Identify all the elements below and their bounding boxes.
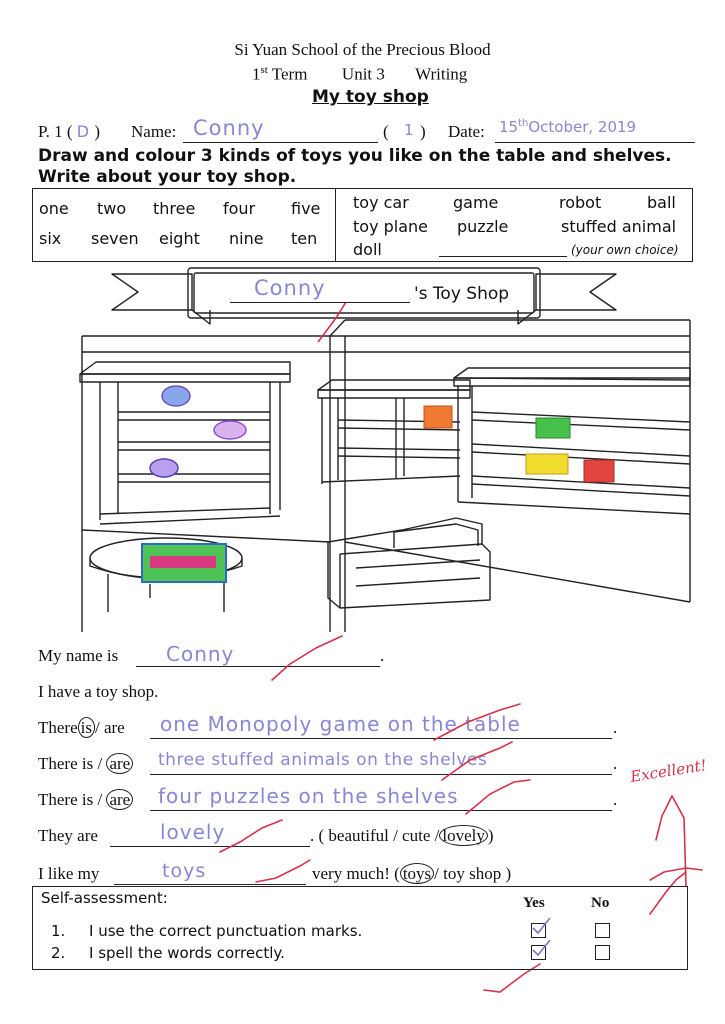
- word-five: five: [291, 199, 321, 218]
- word-ball: ball: [647, 193, 676, 212]
- class-value: D: [76, 122, 91, 141]
- self-assessment-box: [32, 886, 688, 970]
- word-bank-box: [32, 188, 693, 262]
- sentence-4-circled-are: are: [106, 753, 133, 774]
- banner-suffix: 's Toy Shop: [414, 284, 510, 304]
- puzzle-yellow: [526, 454, 568, 474]
- sentence-5-prefix: There is / are: [38, 790, 133, 810]
- item-2-yes-checkbox[interactable]: [531, 945, 546, 960]
- word-six: six: [39, 229, 62, 248]
- yes-header: Yes: [523, 895, 545, 911]
- teacher-comment: Excellent!: [629, 756, 708, 786]
- sentence-6-circled-lovely: lovely: [439, 825, 488, 846]
- item-1-number: 1.: [51, 922, 66, 940]
- own-choice-blank[interactable]: [439, 256, 567, 257]
- check-mark-5: [466, 780, 530, 814]
- grade-a-bar: [650, 868, 702, 880]
- word-puzzle: puzzle: [457, 217, 509, 236]
- word-stuffed-animal: stuffed animal: [561, 217, 677, 236]
- sentence-1-period: .: [380, 646, 385, 665]
- date-field[interactable]: [495, 118, 695, 143]
- sentence-7-answer: toys: [162, 860, 207, 882]
- word-one: one: [39, 199, 69, 218]
- sentence-3-circled-is: is: [78, 717, 95, 738]
- sentence-1-answer: Conny: [166, 642, 235, 666]
- check-mark-6: [220, 820, 282, 852]
- subject-label: Writing: [415, 64, 468, 84]
- puzzle-orange: [424, 406, 452, 428]
- item-1-yes-checkbox[interactable]: [531, 923, 546, 938]
- number-close: ): [420, 122, 426, 141]
- date-value: 15thOctober, 2019: [499, 118, 637, 136]
- item-2-number: 2.: [51, 944, 66, 962]
- sentence-6-options: . ( beautiful / cute / lovely ): [310, 826, 494, 845]
- word-ten: ten: [291, 229, 318, 248]
- word-three: three: [153, 199, 196, 218]
- grade-a: [656, 796, 686, 886]
- instruction-line-1: Draw and colour 3 kinds of toys you like on the table and shelves.: [38, 146, 672, 166]
- info-line: [38, 122, 100, 142]
- stuffed-animal-violet: [214, 421, 246, 439]
- class-close: ): [94, 122, 100, 141]
- class-label: P. 1 (: [38, 122, 73, 141]
- sentence-4-answer: three stuffed animals on the shelves: [158, 750, 488, 770]
- sentence-4-period: .: [613, 754, 618, 773]
- self-assessment-title: Self-assessment:: [41, 889, 168, 907]
- instruction-line-2: Write about your toy shop.: [38, 167, 297, 187]
- banner-left-ribbon: [112, 274, 192, 310]
- term-word: Term: [267, 64, 308, 84]
- date-label: Date:: [448, 122, 485, 141]
- page-title: My toy shop: [312, 87, 429, 107]
- instructions: [38, 146, 672, 188]
- name-label: Name:: [131, 122, 177, 141]
- sentence-1-prefix: My name is: [38, 646, 119, 665]
- word-seven: seven: [91, 229, 139, 248]
- number-open: (: [383, 122, 389, 141]
- word-toy-car: toy car: [353, 193, 409, 212]
- term-number: 1: [252, 64, 261, 84]
- check-mark-7: [256, 860, 310, 882]
- stuffed-animal-blue: [162, 386, 190, 406]
- sentence-5-circled-are: are: [106, 789, 133, 810]
- check-mark-3: [434, 704, 520, 740]
- sentence-5-period: .: [613, 790, 618, 809]
- banner-right-ribbon: [536, 274, 616, 310]
- item-2-no-checkbox[interactable]: [595, 945, 610, 960]
- item-2-text: I spell the words correctly.: [89, 944, 285, 962]
- name-field[interactable]: [183, 118, 378, 143]
- puzzle-green: [536, 418, 570, 438]
- stuffed-animal-purple: [150, 459, 178, 477]
- name-value: Conny: [193, 116, 265, 140]
- word-doll: doll: [353, 240, 382, 259]
- word-nine: nine: [229, 229, 264, 248]
- check-mark-4: [442, 742, 512, 780]
- banner-name-field[interactable]: [230, 276, 410, 303]
- school-name: Si Yuan School of the Precious Blood: [234, 40, 491, 59]
- sentence-3-answer: one Monopoly game on the table: [160, 712, 521, 736]
- no-header: No: [591, 895, 610, 911]
- sentence-7-prefix: I like my: [38, 864, 100, 883]
- sentence-6-prefix: They are: [38, 826, 98, 845]
- own-choice-label: (your own choice): [571, 243, 679, 257]
- item-1-no-checkbox[interactable]: [595, 923, 610, 938]
- number-value: 1: [404, 121, 415, 139]
- word-game: game: [453, 193, 499, 212]
- sentence-6-answer: lovely: [160, 820, 226, 844]
- unit-label: Unit 3: [341, 64, 385, 84]
- word-toy-plane: toy plane: [353, 217, 429, 236]
- sentence-2: I have a toy shop.: [38, 682, 159, 701]
- toy-shop-drawing: [0, 262, 725, 632]
- word-eight: eight: [159, 229, 200, 248]
- sentence-5-answer: four puzzles on the shelves: [158, 784, 459, 808]
- sentence-3-prefix: There is / are: [38, 718, 125, 737]
- word-two: two: [97, 199, 127, 218]
- sentence-7-options: very much! ( toys / toy shop ): [312, 864, 512, 883]
- word-bank-divider: [335, 189, 336, 261]
- word-robot: robot: [559, 193, 602, 212]
- sentence-7-circled-toys: toys: [400, 863, 434, 884]
- check-mark-1: [272, 636, 342, 680]
- banner-name-value: Conny: [254, 276, 326, 300]
- word-four: four: [223, 199, 256, 218]
- sentence-3-period: .: [613, 718, 618, 737]
- puzzle-red: [584, 460, 614, 482]
- sentence-4-prefix: There is / are: [38, 754, 133, 774]
- item-1-text: I use the correct punctuation marks.: [89, 922, 363, 940]
- term-suffix: st: [260, 64, 268, 76]
- term-line: [252, 64, 467, 85]
